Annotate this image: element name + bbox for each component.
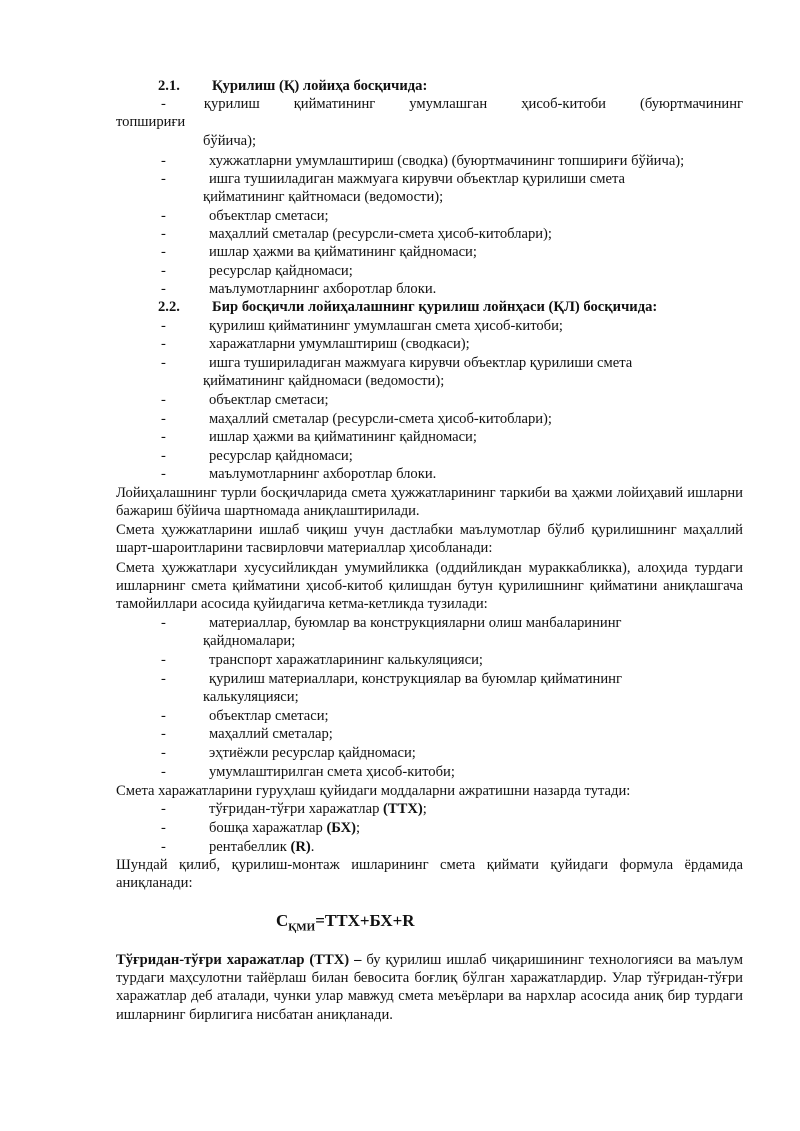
list-item (161, 447, 353, 465)
list-item (161, 354, 632, 372)
list-text: ишлар ҳажми ва қийматининг қайдномаси; (209, 244, 477, 260)
list-text: умумлаштирилган смета ҳисоб-китоби; (209, 764, 455, 780)
paragraph: Шундай қилиб, қурилиш-монтаж ишларининг смета қиймати қуйидаги формула ёрдамида аниқланади: (116, 857, 743, 892)
list-text: қурилиш материаллари, конструкциялар ва буюмлар қийматининг (209, 671, 622, 687)
list-dash: - (161, 801, 166, 817)
list-dash: - (161, 171, 166, 187)
list-item-continuation: калькуляцияси; (203, 689, 299, 705)
list-item (161, 838, 314, 856)
list-text: ресурслар қайдномаси; (209, 263, 353, 279)
list-abbrev: (ТТХ) (383, 801, 423, 817)
list-item (161, 428, 477, 446)
list-text: рентабеллик (209, 839, 291, 855)
list-dash: - (161, 153, 166, 169)
list-dash: - (161, 820, 166, 836)
list-dash: - (161, 745, 166, 761)
list-item (161, 95, 743, 113)
formula-subscript: ҚМИ (288, 921, 316, 934)
list-item-continuation: қайдномалари; (203, 633, 296, 649)
list-dash: - (161, 355, 166, 371)
list-text-word: қурилиш қийматининг умумлашган ҳисоб-китоби (буюртмачининг (203, 96, 743, 112)
definition-term: Тўғридан-тўғри харажатлар (ТТХ) – (116, 952, 362, 968)
list-item (161, 670, 622, 688)
list-text: харажатларни умумлаштириш (сводкаси); (209, 336, 470, 352)
list-dash: - (161, 615, 166, 631)
list-item (161, 800, 427, 818)
list-dash: - (161, 392, 166, 408)
list-dash: - (161, 244, 166, 260)
list-abbrev: (R) (290, 839, 311, 855)
list-item (161, 651, 483, 669)
list-abbrev: (БХ) (326, 820, 356, 836)
formula-expression: =ТТХ+БХ+R (315, 911, 415, 930)
list-text: қурилиш қийматининг умумлашган смета ҳисоб-китоби; (209, 318, 563, 334)
list-item (161, 707, 329, 725)
section-number: 2.1. (158, 78, 180, 94)
list-dash: - (161, 336, 166, 352)
list-text: ишга тушириладиган мажмуага кирувчи объектлар қурилиши смета (209, 355, 633, 371)
list-dash: - (161, 764, 166, 780)
section-title: Бир босқичли лойиҳалашнинг қурилиш лойнҳаси (ҚЛ) босқичида: (212, 299, 658, 315)
paragraph: Смета ҳужжатларини ишлаб чиқиш учун дастлабки маълумотлар бўлиб қурилишнинг маҳаллий шарт-шароитларини тасвирловчи материаллар ҳисобланади: (116, 522, 743, 557)
list-dash: - (161, 671, 166, 687)
list-text: бошқа харажатлар (209, 820, 327, 836)
list-item (161, 262, 353, 280)
list-text: маълумотларнинг ахборотлар блоки. (209, 281, 437, 297)
list-item (161, 410, 552, 428)
list-item (161, 225, 552, 243)
paragraph: Смета ҳужжатлари хусусийликдан умумийликка (оддийликдан мураккабликка), алоҳида турдаги ишларнинг смета қийматини ҳисоб-китоб қилишдан бутун қурилишнинг қийматини аниқлашгача тамойиллари асосида қуйидагича кетма-кетликда тузилади: (116, 560, 743, 613)
list-item (161, 763, 455, 781)
list-dash: - (161, 226, 166, 242)
section-title: Қурилиш (Қ) лойиҳа босқичида: (212, 78, 428, 94)
paragraph: Лойиҳалашнинг турли босқичларида смета ҳужжатларининг таркиби ва ҳажми лойиҳавий ишларни бажариш бўйича шартномада аниқлаштирилади. (116, 485, 743, 520)
list-punct: ; (422, 801, 427, 817)
list-text: объектлар сметаси; (209, 392, 329, 408)
section-heading-2-2 (158, 298, 657, 316)
definition-text: бу қурилиш ишлаб чиқаришининг технологияси ва маълум турдаги маҳсулотни тайёрлаш билан бевосита боғлиқ бўлган харажатлардир. Улар тўғридан-тўғри харажатлар деб аталади, чунки улар мавжуд смета меъёрлари ва нархлар асосида аниқ бир турдаги ишларнинг бирлигига нисбатан аниқланади. (116, 952, 743, 1023)
list-item (161, 725, 333, 743)
list-dash: - (161, 652, 166, 668)
list-dash: - (161, 839, 166, 855)
list-dash: - (161, 429, 166, 445)
list-item (161, 614, 622, 632)
list-text: объектлар сметаси; (209, 708, 329, 724)
paragraph-definition (116, 951, 743, 1024)
list-text: ресурслар қайдномаси; (209, 448, 353, 464)
list-punct: . (310, 839, 315, 855)
list-dash: - (161, 281, 166, 297)
section-heading-2-1 (158, 77, 427, 95)
list-dash: - (161, 466, 166, 482)
list-item-continuation: қийматининг қайдномаси (ведомости); (203, 373, 445, 389)
list-text: транспорт харажатларининг калькуляцияси; (209, 652, 483, 668)
list-item-continuation: топшириғи (116, 114, 186, 130)
list-item (161, 465, 436, 483)
paragraph: Смета харажатларини гуруҳлаш қуйидаги моддаларни ажратишни назарда тутади: (116, 783, 631, 799)
list-dash: - (161, 96, 166, 112)
list-item-continuation: қийматининг қайтномаси (ведомости); (203, 189, 444, 205)
list-dash: - (161, 708, 166, 724)
list-text: материаллар, буюмлар ва конструкцияларни олиш манбаларининг (209, 615, 622, 631)
list-item (161, 280, 436, 298)
list-text: эҳтиёжли ресурслар қайдномаси; (209, 745, 416, 761)
list-text: маълумотларнинг ахборотлар блоки. (209, 466, 437, 482)
list-text: маҳаллий сметалар (ресурсли-смета ҳисоб-китоблари); (209, 226, 552, 242)
list-item (161, 391, 329, 409)
list-item (161, 819, 360, 837)
list-text: ишлар ҳажми ва қийматининг қайдномаси; (209, 429, 477, 445)
list-punct: ; (355, 820, 361, 836)
list-text: хужжатларни умумлаштириш (сводка) (буюртмачининг топшириғи бўйича); (209, 153, 685, 169)
list-item (161, 170, 625, 188)
list-text: ишга тушииладиган мажмуага кирувчи объектлар қурилиши смета (209, 171, 625, 187)
list-item (161, 243, 477, 261)
list-dash: - (161, 448, 166, 464)
list-text: объектлар сметаси; (209, 208, 329, 224)
list-dash: - (161, 411, 166, 427)
list-dash: - (161, 726, 166, 742)
list-text: тўғридан-тўғри харажатлар (209, 801, 384, 817)
list-dash: - (161, 318, 166, 334)
list-item (161, 317, 563, 335)
list-item (161, 335, 470, 353)
list-item (161, 207, 329, 225)
list-text: маҳаллий сметалар; (209, 726, 333, 742)
list-text: маҳаллий сметалар (ресурсли-смета ҳисоб-китоблари); (209, 411, 552, 427)
formula (276, 912, 415, 937)
list-item (161, 744, 416, 762)
list-item-continuation: бўйича); (203, 133, 257, 149)
list-item (161, 152, 684, 170)
list-dash: - (161, 263, 166, 279)
list-dash: - (161, 208, 166, 224)
list-item-justified-line (161, 95, 743, 113)
section-number: 2.2. (158, 299, 180, 315)
formula-symbol: С (276, 911, 289, 930)
